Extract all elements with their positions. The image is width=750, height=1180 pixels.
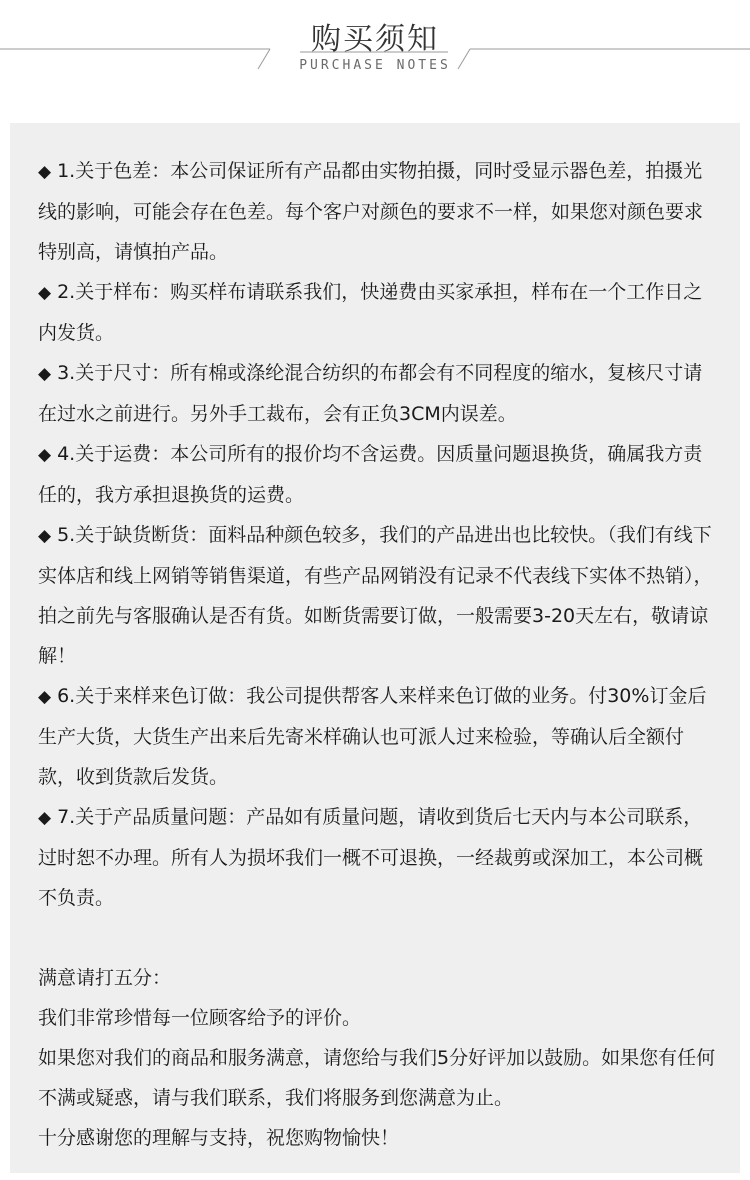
note-item-6 bbox=[38, 676, 716, 797]
rating-line-1: 我们非常珍惜每一位顾客给予的评价。 bbox=[38, 1007, 362, 1029]
rating-line-2: 如果您对我们的商品和服务满意，请您给与我们5分好评加以鼓励。如果您有任何不满或疑惑，请与我们联系，我们将服务到您满意为止。 bbox=[38, 1047, 716, 1109]
note-text: 4.关于运费：本公司所有的报价均不含运费。因质量问题退换货，确属我方责任的，我方承担退换货的运费。 bbox=[38, 443, 703, 506]
diamond-bullet-icon: ◆ bbox=[38, 162, 52, 182]
rating-request-section bbox=[38, 958, 716, 1158]
note-item-4 bbox=[38, 434, 716, 515]
note-text: 1.关于色差：本公司保证所有产品都由实物拍摄，同时受显示器色差，拍摄光线的影响，可能会存在色差。每个客户对颜色的要求不一样，如果您对颜色要求特别高，请慎拍产品。 bbox=[38, 160, 704, 263]
note-text: 7.关于产品质量问题：产品如有质量问题，请收到货后七天内与本公司联系，过时恕不办理。所有人为损坏我们一概不可退换，一经裁剪或深加工，本公司概不负责。 bbox=[38, 806, 704, 909]
notes-panel bbox=[10, 123, 740, 1173]
note-text: 6.关于来样来色订做：我公司提供帮客人来样来色订做的业务。付30%订金后生产大货，大货生产出来后先寄米样确认也可派人过来检验，等确认后全额付款，收到货款后发货。 bbox=[38, 685, 707, 788]
diamond-bullet-icon: ◆ bbox=[38, 687, 52, 707]
note-item-2 bbox=[38, 272, 716, 353]
note-item-3 bbox=[38, 353, 716, 434]
page-title: 购买须知 bbox=[311, 22, 439, 57]
diamond-bullet-icon: ◆ bbox=[38, 445, 52, 465]
notes-list bbox=[38, 151, 716, 918]
note-item-7 bbox=[38, 797, 716, 918]
note-item-1 bbox=[38, 151, 716, 272]
note-text: 2.关于样布：购买样布请联系我们，快递费由买家承担，样布在一个工作日之内发货。 bbox=[38, 281, 703, 344]
note-text: 5.关于缺货断货：面料品种颜色较多，我们的产品进出也比较快。（我们有线下实体店和线上网销等销售渠道，有些产品网销没有记录不代表线下实体不热销），拍之前先与客服确认是否有货。如断货需要订做，一般需要3-20天左右，敬请谅解！ bbox=[38, 524, 713, 667]
diamond-bullet-icon: ◆ bbox=[38, 808, 52, 828]
note-item-5 bbox=[38, 515, 716, 676]
diamond-bullet-icon: ◆ bbox=[38, 364, 52, 384]
rating-line-3: 十分感谢您的理解与支持，祝您购物愉快！ bbox=[38, 1127, 400, 1149]
diamond-bullet-icon: ◆ bbox=[38, 283, 52, 303]
rating-heading: 满意请打五分： bbox=[38, 967, 172, 989]
note-text: 3.关于尺寸：所有棉或涤纶混合纺织的布都会有不同程度的缩水，复核尺寸请在过水之前进行。另外手工裁布，会有正负3CM内误差。 bbox=[38, 362, 703, 425]
page-header bbox=[0, 0, 750, 110]
diamond-bullet-icon: ◆ bbox=[38, 526, 52, 546]
page-subtitle: PURCHASE NOTES bbox=[299, 58, 451, 73]
